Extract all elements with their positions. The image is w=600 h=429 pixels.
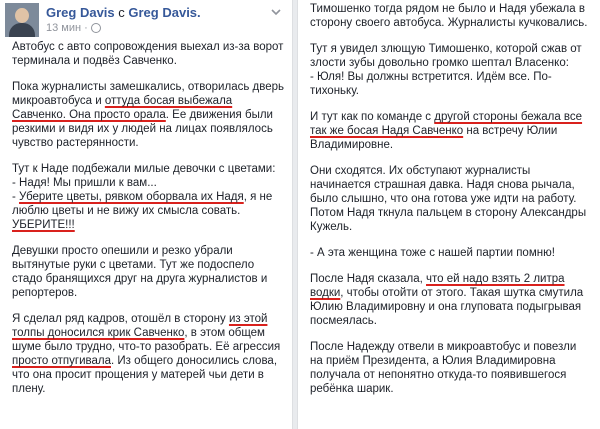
right-paragraph [310, 110, 592, 152]
underlined-text: просто отпугивала [12, 355, 111, 367]
post-body-right [298, 0, 600, 396]
right-paragraph [310, 2, 592, 30]
underlined-text: УБЕРИТЕ!!! [12, 219, 75, 231]
post-body-left [0, 40, 292, 396]
text-segment: Тут я увидел злющую Тимошенко, которой сжав от злости зубы довольно громко шептал Власенко: [310, 43, 582, 69]
text-segment: , чтобы отойти от этого. Такая шутка смутила Юлию Владимировну и она глуповата подыгрывая посмеялась. [310, 287, 584, 327]
text-segment: , я не люблю цветы и не вижу их смысла совать. [12, 191, 273, 217]
text-segment: на встречу Юлии Владимировне. [310, 125, 558, 151]
underlined-text: оттуда босая выбежала Савченко. Она просто орала [12, 95, 233, 121]
post-time[interactable]: 13 мин [46, 22, 82, 34]
post-meta [46, 22, 101, 34]
text-segment: После Надя сказала, [310, 273, 427, 285]
text-segment: Тимошенко тогда рядом не было и Надя убежала в сторону своего автобуса. Журналисты кучковались. [310, 3, 588, 29]
chevron-down-icon[interactable] [271, 8, 281, 16]
text-segment: Они сходятся. Их обступают журналисты начинается страшная давка. Надя снова рычала, было слышно, что она готова уже идти на работу. Потом Надя ткнула пальцем в сторону Александры Кужель. [310, 165, 587, 233]
post-author-line [46, 5, 201, 20]
author-link[interactable]: Greg Davis [46, 5, 115, 20]
text-segment: Девушки просто опешили и резко убрали вытянутые руки с цветами. Тут же подоспело стадо бранящихся друг на друга журналистов и репортеров. [12, 245, 268, 299]
meta-dot: · [84, 22, 88, 34]
right-paragraph [310, 246, 592, 260]
left-paragraph [12, 80, 287, 150]
text-segment: - [12, 191, 20, 203]
text-segment: И тут как по команде с [310, 111, 435, 123]
post-header [0, 0, 292, 40]
underlined-text: Уберите цветы, рявком оборвала их Надя [19, 191, 244, 203]
underlined-text: что ей надо взять 2 литра водки [310, 273, 565, 299]
author-connector: c [114, 5, 129, 20]
underlined-text: из этой толпы доносился крик Савченко [12, 313, 268, 339]
text-segment: . Из общего доносились слова, что она просит прощения у матерей чьи дети в плену. [12, 355, 278, 395]
right-paragraph [310, 42, 592, 98]
left-paragraph [12, 244, 287, 300]
left-paragraph [12, 162, 287, 232]
globe-icon [91, 23, 101, 33]
right-paragraph [310, 272, 592, 328]
left-paragraph [12, 312, 287, 396]
text-segment: После Надежду отвели в микроавтобус и повезли на приём Президента, а Юлия Владимировна получала от непонятно откуда-то появившегося ребёнка шарик. [310, 341, 577, 395]
right-paragraph [310, 340, 592, 396]
text-segment: , в этом общем шуме было трудно, что-то разобрать. Её агрессия [12, 327, 281, 353]
underlined-text: другой стороны бежала все так же босая Надя Савченко [310, 111, 583, 137]
text-segment: - Надя! Мы пришли к вам... [12, 177, 157, 189]
avatar[interactable] [5, 3, 39, 37]
text-segment: Пока журналисты замешкались, отворилась дверь микроавтобуса и [12, 81, 284, 107]
right-post-column [297, 0, 600, 429]
left-post-column [0, 0, 293, 429]
right-paragraph [310, 164, 592, 234]
text-segment: . Ее движения были резкими и видя их у людей на лицах появлялось чувство растерянности. [12, 109, 273, 149]
text-segment: - Юля! Вы должны встретится. Идём все. По-тихоньку. [310, 71, 552, 97]
left-paragraph [12, 40, 287, 68]
text-segment: - А эта женщина тоже с нашей партии помню! [310, 247, 555, 259]
text-segment: Автобус с авто сопровождения выехал из-за ворот терминала и подвёз Савченко. [12, 41, 284, 67]
text-segment: Я сделал ряд кадров, отошёл в сторону [12, 313, 229, 325]
target-link[interactable]: Greg Davis. [128, 5, 201, 20]
text-segment: Тут к Наде подбежали милые девочки с цветами: [12, 163, 276, 175]
